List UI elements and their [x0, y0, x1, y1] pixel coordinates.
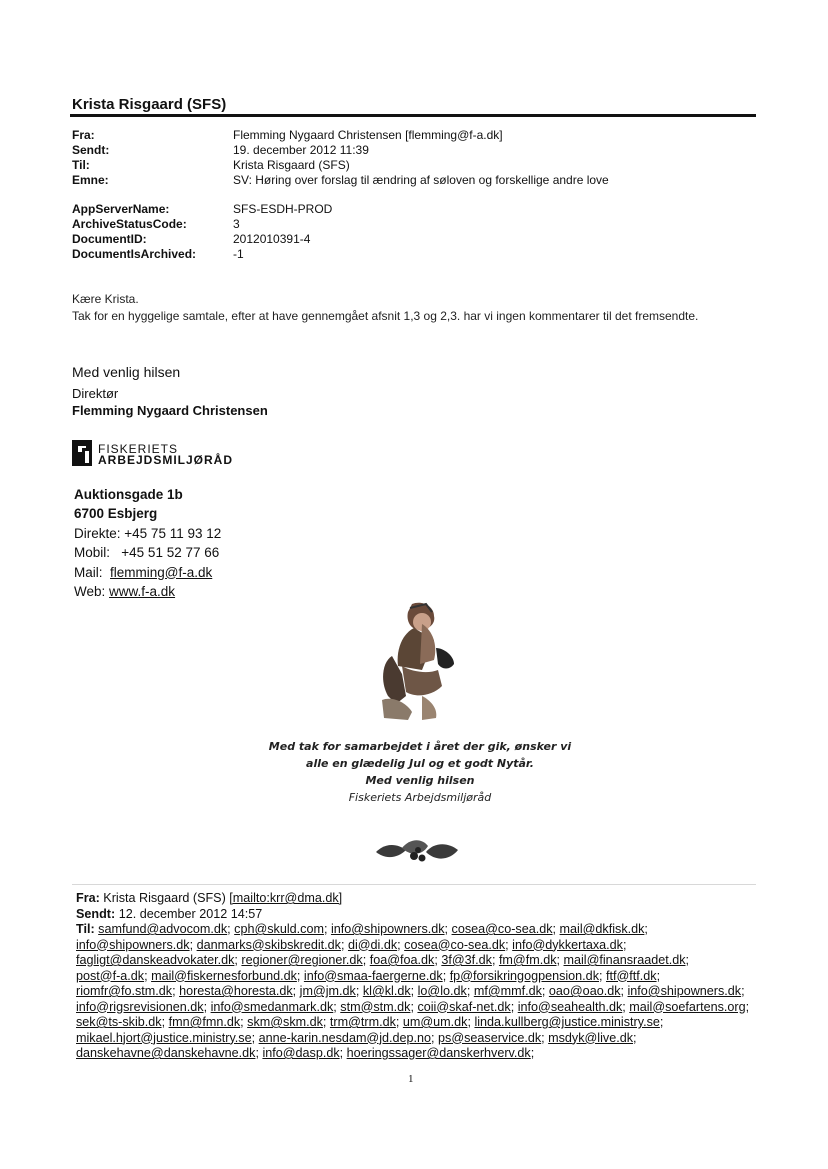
archive-label: DocumentIsArchived:	[72, 247, 197, 261]
recipient-email-link[interactable]: cosea@co-sea.dk	[451, 922, 553, 936]
meta-value: Flemming Nygaard Christensen [flemming@f-a.dk]	[233, 128, 503, 142]
recipient-item	[211, 1000, 337, 1014]
recipient-separator: ;	[255, 1046, 259, 1060]
recipient-email-link[interactable]: fmn@fmn.dk	[168, 1015, 241, 1029]
mobile-phone: +45 51 52 77 66	[121, 545, 220, 561]
recipient-item	[474, 984, 546, 998]
recipient-email-link[interactable]: mail@soefartens.org	[629, 999, 746, 1014]
recipient-item	[247, 1015, 326, 1029]
fwd-from-line	[76, 891, 756, 907]
recipient-email-link[interactable]: info@shipowners.dk	[76, 937, 190, 952]
recipient-email-link[interactable]: sek@ts-skib.dk	[76, 1015, 162, 1029]
forward-separator	[72, 884, 756, 885]
recipient-item	[549, 984, 624, 998]
phone-mobile-line	[74, 543, 221, 562]
recipient-separator: ;	[203, 999, 208, 1014]
recipient-email-link[interactable]: mail@finansraadet.dk	[563, 953, 686, 967]
recipient-email-link[interactable]: lo@lo.dk	[417, 984, 467, 998]
archive-value: SFS-ESDH-PROD	[233, 202, 333, 216]
recipient-email-link[interactable]: ps@seaservice.dk	[438, 1030, 542, 1045]
recipient-email-link[interactable]: linda.kullberg@justice.ministry.se	[474, 1015, 660, 1029]
recipient-item	[300, 984, 360, 998]
recipient-separator: ;	[505, 937, 509, 952]
web-link[interactable]: www.f-a.dk	[109, 584, 176, 600]
recipient-email-link[interactable]: msdyk@live.dk	[548, 1030, 634, 1045]
recipient-email-link[interactable]: info@smaa-faergerne.dk	[303, 968, 443, 983]
greeting: Kære Krista.	[72, 292, 139, 306]
recipient-item	[512, 938, 626, 952]
recipient-separator: ;	[659, 1015, 664, 1029]
recipient-separator: ;	[410, 999, 414, 1014]
recipient-item	[76, 1000, 207, 1014]
archive-value: -1	[233, 247, 244, 261]
fwd-sent-line	[76, 907, 756, 923]
mail-link[interactable]: flemming@f-a.dk	[110, 564, 213, 580]
recipient-email-link[interactable]: kl@kl.dk	[362, 984, 411, 998]
recipient-email-link[interactable]: fm@fm.dk	[498, 953, 557, 967]
direct-phone: +45 75 11 93 12	[124, 525, 222, 541]
recipient-item	[450, 969, 603, 983]
recipient-email-link[interactable]: info@dasp.dk	[262, 1046, 340, 1060]
web-label: Web:	[74, 584, 106, 600]
recipient-item	[518, 1000, 626, 1014]
recipient-item	[441, 953, 495, 967]
recipient-separator: ;	[144, 968, 148, 983]
recipient-item	[330, 1015, 399, 1029]
recipient-separator: ;	[395, 1015, 400, 1029]
fwd-from-mailto-link[interactable]: [mailto:krr@dma.dk]	[229, 891, 343, 905]
recipient-item	[179, 984, 296, 998]
recipient-separator: ;	[362, 953, 367, 967]
recipient-item	[560, 922, 648, 936]
meta-label: Sendt:	[72, 143, 110, 157]
recipient-separator: ;	[339, 1046, 344, 1060]
recipient-item	[169, 1015, 244, 1029]
recipient-separator: ;	[323, 922, 328, 936]
archive-value: 2012010391-4	[233, 232, 311, 246]
recipient-email-link[interactable]: mf@mmf.dk	[473, 984, 542, 998]
recipient-email-link[interactable]: jm@jm.dk	[299, 984, 356, 998]
recipient-item	[340, 1000, 414, 1014]
forwarded-message-header	[76, 891, 756, 1062]
recipient-separator: ;	[552, 922, 557, 936]
recipient-email-link[interactable]: oao@oao.dk	[548, 984, 621, 998]
recipient-separator: ;	[431, 1030, 435, 1045]
meta-value: Krista Risgaard (SFS)	[233, 158, 350, 172]
recipient-separator: ;	[541, 984, 546, 998]
recipient-item	[629, 1000, 749, 1014]
body-paragraph: Tak for en hyggelige samtale, efter at have gennemgået afsnit 1,3 og 2,3. har vi ingen kommentarer til det fremsendte.	[72, 309, 699, 323]
recipient-email-link[interactable]: foa@foa.dk	[369, 953, 435, 967]
holly-decoration-icon	[372, 834, 462, 866]
recipient-separator: ;	[467, 1015, 471, 1029]
recipient-item	[304, 969, 446, 983]
recipient-email-link[interactable]: riomfr@fo.stm.dk	[76, 984, 173, 998]
direct-label: Direkte:	[74, 525, 121, 541]
recipient-email-link[interactable]: 3f@3f.dk	[441, 953, 492, 967]
fwd-from-name: Krista Risgaard (SFS)	[103, 891, 226, 905]
recipient-separator: ;	[530, 1046, 535, 1060]
archive-label: AppServerName:	[72, 202, 170, 216]
recipient-email-link[interactable]: skm@skm.dk	[247, 1015, 323, 1029]
holiday-line-3: Med venlig hilsen	[365, 774, 475, 787]
recipient-email-link[interactable]: danmarks@skibskredit.dk	[196, 937, 341, 952]
archive-label: ArchiveStatusCode:	[72, 217, 187, 231]
santa-illustration	[362, 600, 474, 722]
recipient-item	[76, 938, 193, 952]
recipient-email-link[interactable]: info@shipowners.dk	[627, 984, 742, 998]
archive-label: DocumentID:	[72, 232, 147, 246]
fwd-sent-label: Sendt:	[76, 906, 116, 921]
recipient-separator: ;	[556, 953, 561, 967]
meta-label: Til:	[72, 158, 90, 172]
holiday-line-2: alle en glædelig Jul og et godt Nytår.	[306, 757, 534, 770]
recipient-separator: ;	[620, 984, 624, 998]
recipient-email-link[interactable]: fp@forsikringogpension.dk	[449, 968, 599, 983]
signature-closing: Med venlig hilsen	[72, 364, 181, 380]
recipient-item	[363, 984, 414, 998]
recipient-item	[347, 1046, 535, 1060]
recipient-separator: ;	[510, 999, 515, 1014]
recipient-separator: ;	[745, 999, 750, 1014]
phone-direct-line	[74, 524, 221, 543]
recipient-separator: ;	[541, 1030, 545, 1045]
recipient-item	[197, 938, 345, 952]
recipient-item	[151, 969, 300, 983]
recipient-separator: ;	[685, 953, 690, 967]
mail-line	[74, 563, 221, 582]
title-rule	[70, 114, 756, 117]
recipient-separator: ;	[410, 984, 415, 998]
recipient-email-link[interactable]: ftf@ftf.dk	[606, 968, 657, 983]
meta-value: 19. december 2012 11:39	[233, 143, 369, 157]
recipient-email-link[interactable]: coii@skaf-net.dk	[417, 999, 511, 1014]
recipient-email-link[interactable]: info@rigsrevisionen.dk	[76, 999, 204, 1014]
recipient-separator: ;	[633, 1030, 637, 1045]
recipient-email-link[interactable]: mail@dkfisk.dk	[559, 922, 645, 936]
recipient-separator: ;	[161, 1015, 166, 1029]
recipient-item	[548, 1031, 636, 1045]
recipient-email-link[interactable]: mail@fiskernesforbund.dk	[151, 968, 297, 983]
recipient-item	[234, 922, 327, 936]
recipient-email-link[interactable]: mikael.hjort@justice.ministry.se	[76, 1030, 252, 1045]
recipient-item	[76, 953, 238, 967]
recipient-separator: ;	[189, 937, 194, 952]
recipient-email-link[interactable]: danskehavne@danskehavne.dk	[76, 1046, 256, 1060]
recipient-email-link[interactable]: stm@stm.dk	[340, 999, 411, 1014]
recipient-separator: ;	[234, 953, 238, 967]
recipient-item	[76, 984, 176, 998]
recipient-item	[348, 938, 401, 952]
recipient-separator: ;	[444, 922, 449, 936]
recipient-email-link[interactable]: info@shipowners.dk	[330, 922, 445, 936]
logo-line-2: ARBEJDSMILJØRÅD	[98, 453, 234, 467]
recipient-separator: ;	[397, 937, 401, 952]
recipient-separator: ;	[644, 922, 648, 936]
recipient-item	[76, 1015, 165, 1029]
meta-label: Emne:	[72, 173, 109, 187]
holiday-greeting	[230, 738, 610, 806]
recipient-email-link[interactable]: cph@skuld.com	[234, 922, 324, 936]
recipient-email-link[interactable]: horesta@horesta.dk	[179, 984, 293, 998]
recipient-email-link[interactable]: info@dykkertaxa.dk	[512, 937, 623, 952]
meta-value: SV: Høring over forslag til ændring af søloven og forskellige andre love	[233, 173, 609, 187]
logo-mark-detail	[82, 448, 92, 466]
fwd-recipient-list	[76, 922, 756, 1062]
recipient-item	[331, 922, 448, 936]
recipient-separator: ;	[434, 953, 438, 967]
recipient-item	[438, 1031, 545, 1045]
recipient-item	[262, 1046, 343, 1060]
recipient-separator: ;	[340, 937, 345, 952]
web-line	[74, 582, 221, 601]
mail-label: Mail:	[74, 564, 103, 580]
recipient-separator: ;	[622, 937, 627, 952]
recipient-separator: ;	[292, 984, 297, 998]
recipient-item	[76, 1031, 255, 1045]
recipient-email-link[interactable]: info@seahealth.dk	[517, 999, 623, 1014]
recipient-separator: ;	[227, 922, 231, 936]
mobile-label: Mobil:	[74, 545, 111, 561]
recipient-email-link[interactable]: cosea@co-sea.dk	[404, 937, 506, 952]
recipient-item	[403, 1015, 471, 1029]
recipient-separator: ;	[622, 999, 626, 1014]
address-city: 6700 Esbjerg	[74, 506, 158, 522]
meta-label: Fra:	[72, 128, 95, 142]
recipient-item	[404, 938, 509, 952]
recipient-separator: ;	[296, 968, 301, 983]
recipient-separator: ;	[355, 984, 360, 998]
recipient-item	[417, 1000, 514, 1014]
archive-value: 3	[233, 217, 240, 231]
recipient-separator: ;	[322, 1015, 327, 1029]
recipient-item	[474, 1015, 663, 1029]
recipient-email-link[interactable]: post@f-a.dk	[76, 968, 145, 983]
recipient-item	[241, 953, 366, 967]
recipient-item	[628, 984, 745, 998]
recipient-item	[76, 1046, 259, 1060]
recipient-separator: ;	[656, 968, 661, 983]
recipient-email-link[interactable]: trm@trm.dk	[329, 1015, 396, 1029]
recipient-email-link[interactable]: um@um.dk	[402, 1015, 468, 1029]
recipient-separator: ;	[466, 984, 471, 998]
signature-name: Flemming Nygaard Christensen	[72, 403, 268, 418]
recipient-email-link[interactable]: fagligt@danskeadvokater.dk	[76, 953, 235, 967]
recipient-email-link[interactable]: info@smedanmark.dk	[210, 999, 334, 1014]
recipient-separator: ;	[251, 1030, 256, 1045]
recipient-item	[418, 984, 471, 998]
signature-role: Direktør	[72, 386, 119, 401]
fwd-sent-date: 12. december 2012 14:57	[118, 906, 263, 921]
recipient-item	[452, 922, 557, 936]
recipient-separator: ;	[172, 984, 176, 998]
organization-logo	[72, 440, 302, 468]
address-street: Auktionsgade 1b	[74, 487, 183, 502]
recipient-email-link[interactable]: di@di.dk	[347, 937, 398, 952]
recipient-email-link[interactable]: regioner@regioner.dk	[241, 953, 363, 967]
recipient-item	[499, 953, 560, 967]
recipient-separator: ;	[599, 968, 603, 983]
recipient-item	[76, 969, 148, 983]
recipient-email-link[interactable]: anne-karin.nesdam@jd.dep.no	[258, 1030, 432, 1045]
recipient-item	[259, 1031, 435, 1045]
contact-block	[74, 485, 221, 601]
logo-line-1: FISKERIETS	[98, 442, 179, 456]
holiday-line-4: Fiskeriets Arbejdsmiljøråd	[348, 791, 492, 804]
recipient-separator: ;	[240, 1015, 244, 1029]
page-title: Krista Risgaard (SFS)	[72, 96, 227, 113]
recipient-separator: ;	[741, 984, 745, 998]
recipient-email-link[interactable]: hoeringssager@danskerhverv.dk	[346, 1046, 531, 1060]
fwd-from-label: Fra:	[76, 891, 100, 905]
fwd-to-label: Til:	[76, 922, 95, 936]
recipient-item	[370, 953, 438, 967]
recipient-separator: ;	[333, 999, 337, 1014]
recipient-separator: ;	[442, 968, 447, 983]
page-number: 1	[408, 1073, 414, 1085]
recipient-item	[606, 969, 660, 983]
holiday-line-1: Med tak for samarbejdet i året der gik, ønsker vi	[268, 740, 572, 753]
recipient-item	[98, 922, 231, 936]
recipient-separator: ;	[491, 953, 496, 967]
recipient-item	[564, 953, 690, 967]
recipient-email-link[interactable]: samfund@advocom.dk	[98, 922, 228, 936]
